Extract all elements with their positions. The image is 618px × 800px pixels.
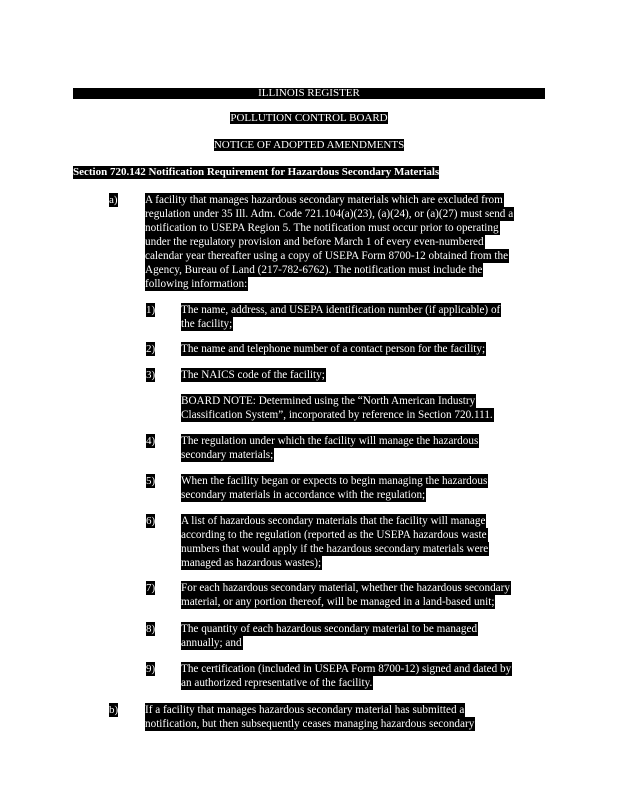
item-2-text: [181, 342, 486, 356]
text-line: under the regulatory provision and before March 1 of every even-numbered: [145, 236, 484, 248]
item-9-text: [181, 662, 512, 690]
text-line: according to the regulation (reported as the USEPA hazardous waste: [181, 529, 487, 541]
text-line: When the facility began or expects to begin managing the hazardous: [181, 475, 488, 487]
text-line: The certification (included in USEPA Form 8700-12) signed and dated by: [181, 663, 512, 675]
text-line: numbers that would apply if the hazardous secondary materials were: [181, 543, 489, 555]
text-line: A list of hazardous secondary materials that the facility will manage: [181, 515, 486, 527]
text-line: notification, but then subsequently ceases managing hazardous secondary: [145, 718, 475, 730]
board-note: [181, 394, 494, 422]
text-line: calendar year thereafter using a copy of USEPA Form 8700-12 obtained from the: [145, 250, 509, 262]
text-line: The quantity of each hazardous secondary material to be managed: [181, 623, 478, 635]
text-line: The name, address, and USEPA identification number (if applicable) of: [181, 304, 501, 316]
item-b-text: [145, 703, 475, 731]
item-a-text: [145, 193, 514, 291]
text-line: material, or any portion thereof, will be managed in a land-based unit;: [181, 596, 495, 608]
item-6-text: [181, 514, 489, 570]
board-name: [73, 113, 545, 124]
item-4-text: [181, 434, 479, 462]
item-3-label: 3): [146, 369, 156, 381]
text-line: notification to USEPA Region 5. The notification must occur prior to operating: [145, 222, 499, 234]
section-heading: Section 720.142 Notification Requirement for Hazardous Secondary Materials: [73, 166, 440, 178]
board-name-text: POLLUTION CONTROL BOARD: [230, 112, 388, 124]
text-line: For each hazardous secondary material, whether the hazardous secondary: [181, 582, 510, 594]
item-5-label: 5): [146, 475, 156, 487]
text-line: regulation under 35 Ill. Adm. Code 721.104(a)(23), (a)(24), or (a)(27) must send a: [145, 208, 514, 220]
text-line: A facility that manages hazardous secondary materials which are excluded from: [145, 194, 503, 206]
item-8-text: [181, 622, 478, 650]
item-9-label: 9): [146, 663, 156, 675]
item-2-label: 2): [146, 343, 156, 355]
item-7-text: [181, 581, 511, 609]
text-line: Agency, Bureau of Land (217-782-6762). The notification must include the: [145, 264, 483, 276]
text-line: secondary materials in accordance with the regulation;: [181, 489, 426, 501]
item-5-text: [181, 474, 488, 502]
item-3-text: [181, 368, 326, 382]
text-line: managed as hazardous wastes);: [181, 557, 322, 569]
text-line: BOARD NOTE: Determined using the “North American Industry: [181, 395, 476, 407]
item-b-label: b): [109, 704, 119, 716]
item-1-text: [181, 303, 501, 331]
text-line: secondary materials;: [181, 449, 274, 461]
notice-title-text: NOTICE OF ADOPTED AMENDMENTS: [213, 139, 405, 151]
register-title: ILLINOIS REGISTER: [258, 87, 360, 99]
item-8-label: 8): [146, 623, 156, 635]
item-1-label: 1): [146, 304, 156, 316]
text-line: The NAICS code of the facility;: [181, 369, 325, 381]
text-line: annually; and: [181, 637, 242, 649]
item-a-label: a): [109, 194, 118, 206]
text-line: following information:: [145, 278, 248, 290]
text-line: the facility;: [181, 318, 233, 330]
item-4-label: 4): [146, 435, 156, 447]
item-6-label: 6): [146, 515, 156, 527]
text-line: If a facility that manages hazardous secondary material has submitted a: [145, 704, 465, 716]
text-line: Classification System”, incorporated by reference in Section 720.111.: [181, 409, 493, 421]
text-line: The name and telephone number of a contact person for the facility;: [181, 343, 486, 355]
item-7-label: 7): [146, 582, 156, 594]
text-line: an authorized representative of the facility.: [181, 677, 373, 689]
notice-title: [73, 140, 545, 151]
text-line: The regulation under which the facility will manage the hazardous: [181, 435, 479, 447]
